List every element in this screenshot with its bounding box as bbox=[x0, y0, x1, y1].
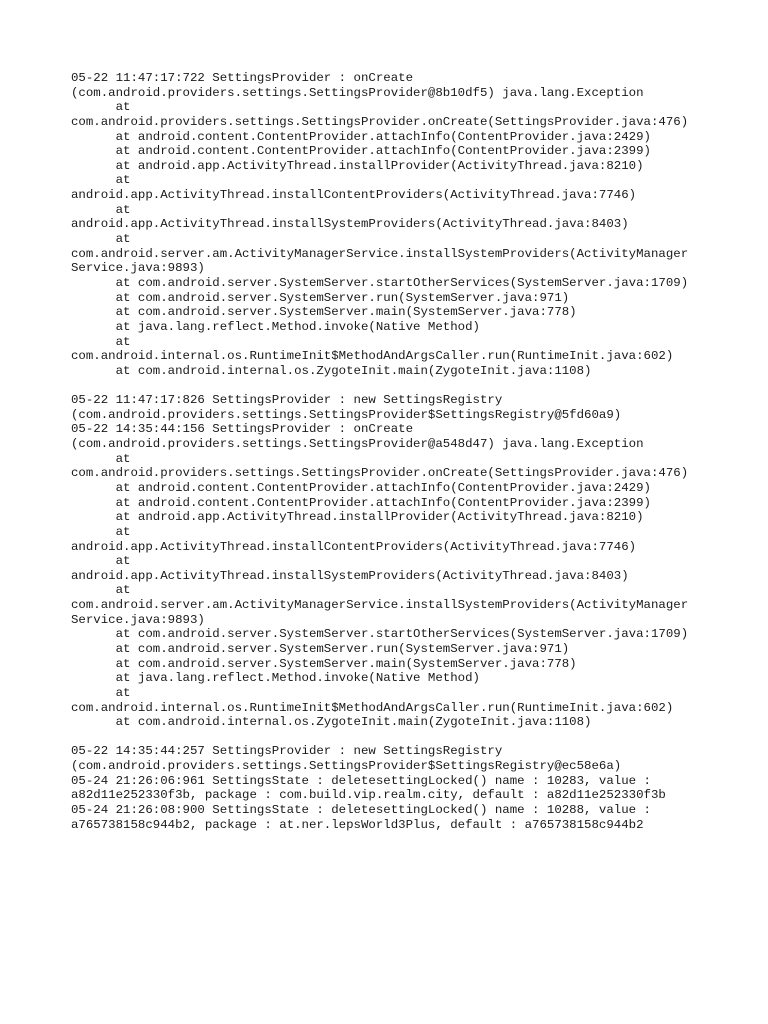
log-line: android.app.ActivityThread.installSystemProviders(ActivityThread.java:8403) bbox=[71, 217, 629, 232]
log-line: at com.android.internal.os.ZygoteInit.main(ZygoteInit.java:1108) bbox=[71, 715, 592, 730]
log-line: android.app.ActivityThread.installContentProviders(ActivityThread.java:7746) bbox=[71, 539, 637, 554]
log-line: android.app.ActivityThread.installContentProviders(ActivityThread.java:7746) bbox=[71, 188, 637, 203]
log-line: at com.android.internal.os.ZygoteInit.main(ZygoteInit.java:1108) bbox=[71, 363, 592, 378]
log-line: (com.android.providers.settings.SettingsProvider@8b10df5) java.lang.Exception bbox=[71, 85, 644, 100]
log-line: at bbox=[71, 685, 131, 700]
log-text-block bbox=[71, 71, 711, 832]
log-line: at bbox=[71, 334, 131, 349]
log-line: 05-24 21:26:08:900 SettingsState : deletesettingLocked() name : 10288, value : bbox=[71, 803, 651, 818]
log-line: at com.android.server.SystemServer.run(SystemServer.java:971) bbox=[71, 290, 570, 305]
log-line: at android.app.ActivityThread.installProvider(ActivityThread.java:8210) bbox=[71, 158, 644, 173]
log-line: android.app.ActivityThread.installSystemProviders(ActivityThread.java:8403) bbox=[71, 568, 629, 583]
log-line: a765738158c944b2, package : at.ner.lepsWorld3Plus, default : a765738158c944b2 bbox=[71, 817, 644, 832]
log-line: at android.app.ActivityThread.installProvider(ActivityThread.java:8210) bbox=[71, 510, 644, 525]
log-line: at bbox=[71, 100, 131, 115]
log-line: at bbox=[71, 451, 131, 466]
log-line: com.android.server.am.ActivityManagerService.installSystemProviders(ActivityManager bbox=[71, 598, 689, 613]
log-line: at bbox=[71, 554, 131, 569]
log-line: at bbox=[71, 583, 131, 598]
log-line: (com.android.providers.settings.SettingsProvider$SettingsRegistry@ec58e6a) bbox=[71, 759, 622, 774]
log-line: com.android.server.am.ActivityManagerService.installSystemProviders(ActivityManager bbox=[71, 246, 689, 261]
blank-line bbox=[71, 730, 711, 745]
log-line: 05-22 11:47:17:722 SettingsProvider : onCreate bbox=[71, 71, 414, 85]
log-line: at android.content.ContentProvider.attachInfo(ContentProvider.java:2429) bbox=[71, 129, 651, 144]
log-line: at android.content.ContentProvider.attachInfo(ContentProvider.java:2399) bbox=[71, 144, 651, 159]
log-line: com.android.internal.os.RuntimeInit$MethodAndArgsCaller.run(RuntimeInit.java:602) bbox=[71, 349, 674, 364]
log-line: (com.android.providers.settings.SettingsProvider$SettingsRegistry@5fd60a9) bbox=[71, 407, 622, 422]
log-line: at com.android.server.SystemServer.main(SystemServer.java:778) bbox=[71, 656, 577, 671]
log-line: (com.android.providers.settings.SettingsProvider@a548d47) java.lang.Exception bbox=[71, 437, 644, 452]
log-line: 05-22 11:47:17:826 SettingsProvider : new SettingsRegistry bbox=[71, 393, 503, 408]
log-line: at bbox=[71, 202, 131, 217]
log-line: Service.java:9893) bbox=[71, 261, 205, 276]
log-line: Service.java:9893) bbox=[71, 612, 205, 627]
log-line: com.android.providers.settings.SettingsProvider.onCreate(SettingsProvider.java:476) bbox=[71, 114, 689, 129]
log-line: 05-24 21:26:06:961 SettingsState : deletesettingLocked() name : 10283, value : bbox=[71, 773, 651, 788]
log-line: a82d11e252330f3b, package : com.build.vip.realm.city, default : a82d11e252330f3b bbox=[71, 788, 666, 803]
log-line: at com.android.server.SystemServer.run(SystemServer.java:971) bbox=[71, 641, 570, 656]
log-line: at com.android.server.SystemServer.startOtherServices(SystemServer.java:1709) bbox=[71, 275, 689, 290]
log-line: com.android.providers.settings.SettingsProvider.onCreate(SettingsProvider.java:476) bbox=[71, 466, 689, 481]
blank-line bbox=[71, 378, 711, 393]
log-line: 05-22 14:35:44:257 SettingsProvider : new SettingsRegistry bbox=[71, 744, 503, 759]
log-line: at com.android.server.SystemServer.main(SystemServer.java:778) bbox=[71, 305, 577, 320]
log-line: at bbox=[71, 232, 131, 247]
log-line: at android.content.ContentProvider.attachInfo(ContentProvider.java:2429) bbox=[71, 480, 651, 495]
log-line: at java.lang.reflect.Method.invoke(Native Method) bbox=[71, 319, 480, 334]
log-line: com.android.internal.os.RuntimeInit$MethodAndArgsCaller.run(RuntimeInit.java:602) bbox=[71, 700, 674, 715]
log-line: at java.lang.reflect.Method.invoke(Native Method) bbox=[71, 671, 480, 686]
log-line: at com.android.server.SystemServer.startOtherServices(SystemServer.java:1709) bbox=[71, 627, 689, 642]
log-line: 05-22 14:35:44:156 SettingsProvider : onCreate bbox=[71, 422, 414, 437]
log-line: at bbox=[71, 173, 131, 188]
log-line: at bbox=[71, 524, 131, 539]
log-line: at android.content.ContentProvider.attachInfo(ContentProvider.java:2399) bbox=[71, 495, 651, 510]
